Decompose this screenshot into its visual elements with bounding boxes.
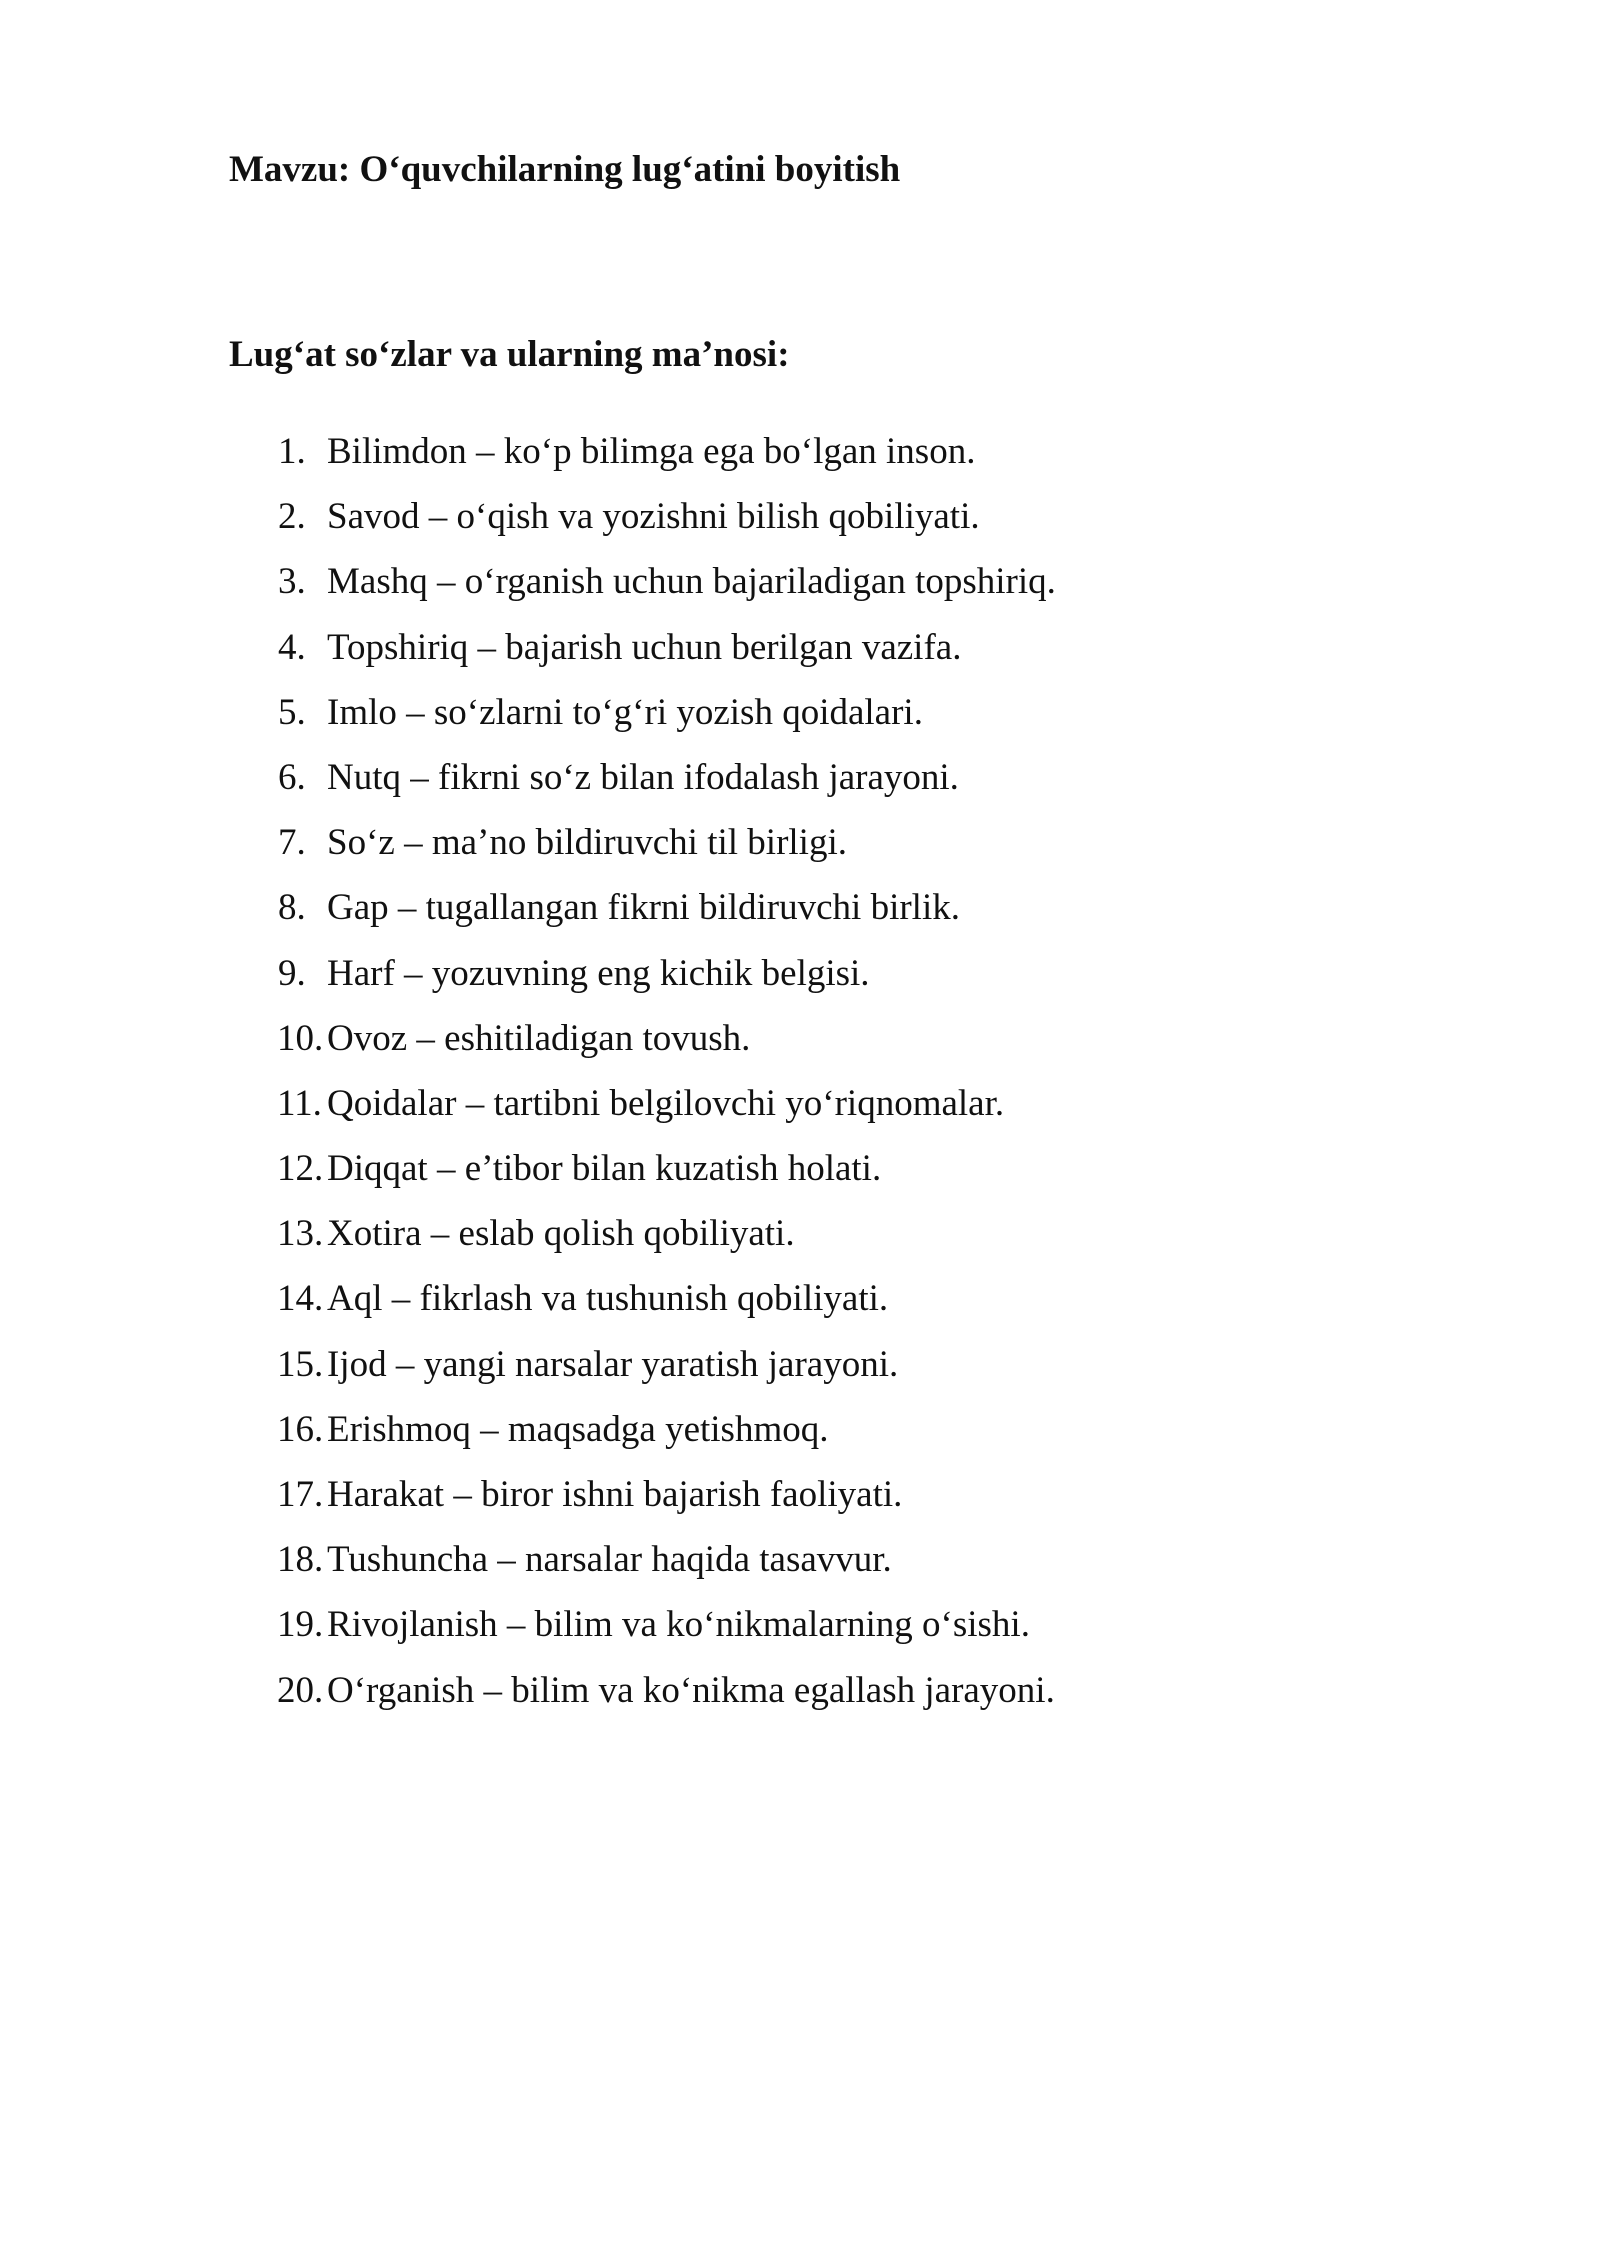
- list-item-text: Qoidalar – tartibni belgilovchi yo‘riqnomalar.: [327, 1082, 1005, 1124]
- list-item-number: 2.: [278, 496, 306, 538]
- list-item-text: Tushuncha – narsalar haqida tasavvur.: [327, 1539, 892, 1581]
- document-title: Mavzu: O‘quvchilarning lug‘atini boyitish: [229, 149, 901, 190]
- list-item-text: Ijod – yangi narsalar yaratish jarayoni.: [327, 1343, 899, 1385]
- list-item-number: 14.: [277, 1278, 324, 1320]
- list-item-text: O‘rganish – bilim va ko‘nikma egallash jarayoni.: [327, 1669, 1055, 1711]
- list-item-text: Imlo – so‘zlarni to‘g‘ri yozish qoidalari.: [327, 691, 923, 733]
- list-item-text: Mashq – o‘rganish uchun bajariladigan topshiriq.: [327, 561, 1056, 603]
- list-item-text: Harakat – biror ishni bajarish faoliyati.: [327, 1474, 903, 1515]
- list-item-text: Gap – tugallangan fikrni bildiruvchi birlik.: [327, 887, 960, 929]
- list-item-number: 8.: [278, 887, 306, 929]
- list-item-number: 16.: [277, 1408, 324, 1450]
- list-item-number: 6.: [278, 756, 306, 798]
- list-item-text: Topshiriq – bajarish uchun berilgan vazifa.: [327, 626, 962, 668]
- section-heading: Lug‘at so‘zlar va ularning ma’nosi:: [229, 334, 790, 375]
- list-item-number: 13.: [277, 1213, 324, 1255]
- list-item-text: Bilimdon – ko‘p bilimga ega bo‘lgan inson.: [327, 431, 976, 472]
- list-item-number: 5.: [278, 691, 306, 733]
- list-item-number: 3.: [278, 561, 306, 603]
- list-item-text: Ovoz – eshitiladigan tovush.: [327, 1017, 751, 1059]
- list-item-text: Harf – yozuvning eng kichik belgisi.: [327, 952, 870, 994]
- list-item-text: Aql – fikrlash va tushunish qobiliyati.: [327, 1278, 889, 1320]
- list-item-number: 1.: [278, 431, 306, 472]
- list-item-text: Xotira – eslab qolish qobiliyati.: [327, 1213, 795, 1255]
- list-item-number: 17.: [277, 1474, 324, 1515]
- list-item-number: 18.: [277, 1539, 324, 1581]
- list-item-number: 11.: [277, 1082, 322, 1124]
- list-item-number: 7.: [278, 822, 306, 864]
- list-item-text: Erishmoq – maqsadga yetishmoq.: [327, 1408, 829, 1450]
- list-item-number: 4.: [278, 626, 306, 668]
- list-item-number: 19.: [277, 1604, 324, 1646]
- list-item-number: 12.: [277, 1148, 324, 1190]
- list-item-number: 15.: [277, 1343, 324, 1385]
- list-item-text: Diqqat – e’tibor bilan kuzatish holati.: [327, 1148, 882, 1190]
- list-item-text: Nutq – fikrni so‘z bilan ifodalash jarayoni.: [327, 756, 959, 798]
- list-item-number: 10.: [277, 1017, 324, 1059]
- list-item-text: Rivojlanish – bilim va ko‘nikmalarning o‘sishi.: [327, 1604, 1030, 1646]
- list-item-text: Savod – o‘qish va yozishni bilish qobiliyati.: [327, 496, 980, 538]
- list-item-number: 9.: [278, 952, 306, 994]
- list-item-number: 20.: [277, 1669, 324, 1711]
- list-item-text: So‘z – ma’no bildiruvchi til birligi.: [327, 822, 847, 864]
